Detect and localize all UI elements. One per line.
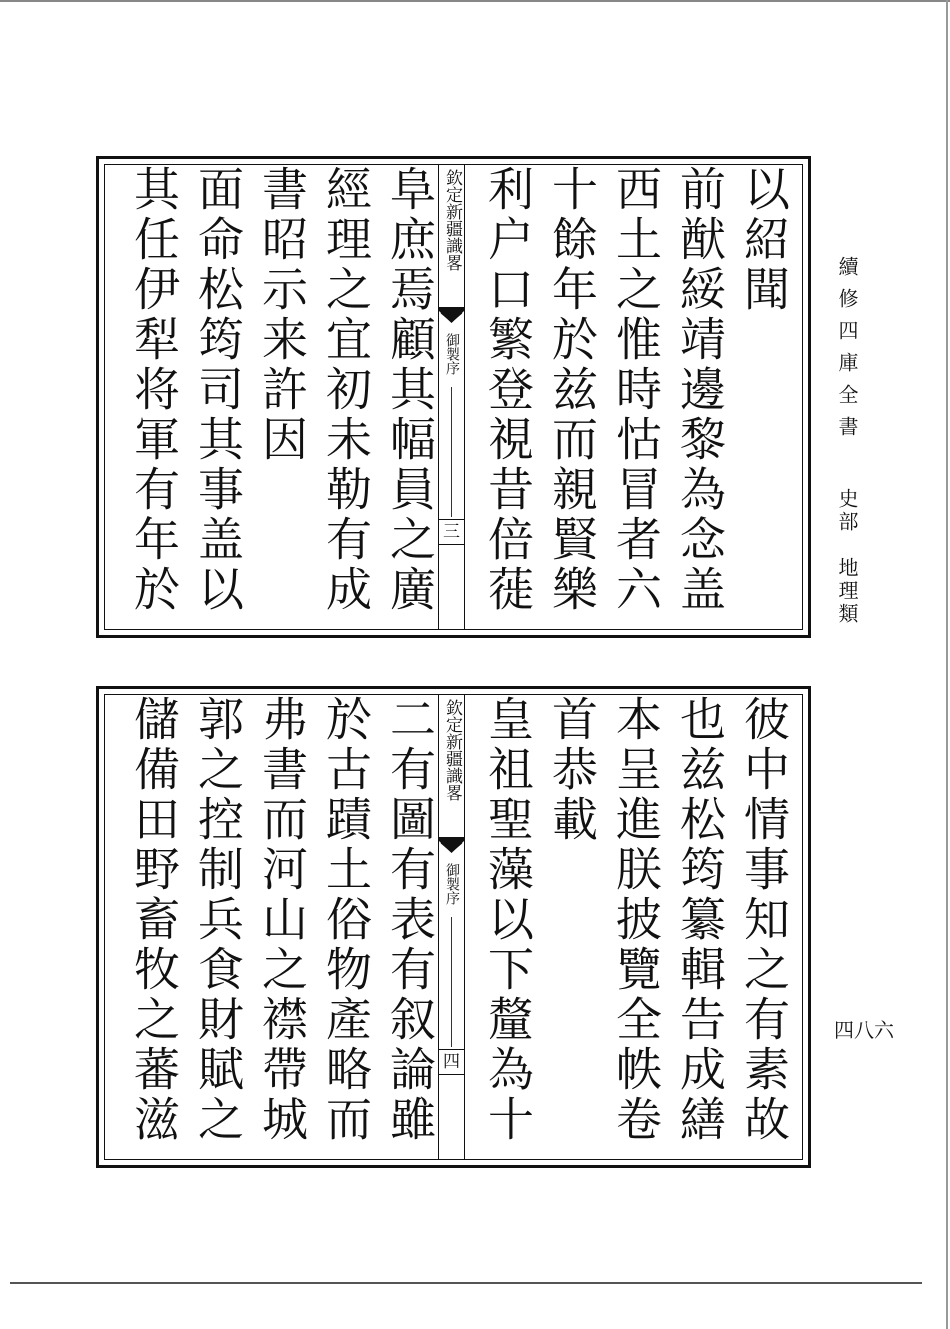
fold-page-number: 四 (439, 1049, 464, 1075)
text-column: 二有圖有表有叙論雖 (383, 695, 437, 1145)
top-page-spread (96, 156, 811, 638)
text-column: 西土之惟時怙冒者六 (609, 165, 663, 615)
text-column: 郭之控制兵食財賦之 (191, 695, 245, 1145)
fold-divider-line (451, 917, 452, 1047)
fold-page-number: 三 (439, 519, 464, 545)
fish-tail-icon (439, 837, 464, 855)
series-title: 續修四庫全書 (835, 256, 859, 448)
text-column: 儲備田野畜牧之蕃滋 (127, 695, 181, 1145)
top-right-half (463, 165, 802, 629)
text-column: 阜庶焉顧其幅員之廣 (383, 165, 437, 615)
text-column: 面命松筠司其事盖以 (191, 165, 245, 615)
page-bottom-rule (10, 1282, 922, 1284)
bottom-page-spread (96, 686, 811, 1168)
text-column: 前猷綏靖邊黎為念盖 (673, 165, 727, 615)
text-column: 書昭示来許因 (255, 165, 309, 465)
text-column: 十餘年於兹而親賢樂 (545, 165, 599, 615)
text-column: 弗書而河山之襟帶城 (255, 695, 309, 1145)
text-column: 經理之宜初未勒有成 (319, 165, 373, 615)
fold-divider-line (451, 387, 452, 517)
text-column: 以紹聞 (737, 165, 791, 315)
text-column: 皇祖聖藻以下釐為十 (481, 695, 535, 1145)
text-column: 本呈進朕披覽全帙卷 (609, 695, 663, 1145)
text-column: 也兹松筠纂輯告成繕 (673, 695, 727, 1145)
page-number: 四八六 (834, 1018, 894, 1042)
text-column: 於古蹟土俗物產略而 (319, 695, 373, 1145)
top-center-fold (438, 165, 465, 629)
fold-section-label: 御製序 (444, 863, 460, 905)
fold-book-title: 欽定新疆識畧 (442, 699, 462, 801)
fold-book-title: 欽定新疆識畧 (442, 169, 462, 271)
text-column: 首恭載 (545, 695, 599, 845)
text-column: 利户口繁登視昔倍蓰 (481, 165, 535, 615)
top-left-half (105, 165, 442, 629)
bottom-right-half (463, 695, 802, 1159)
section-subcategory: 地理類 (835, 557, 859, 626)
bottom-left-half (105, 695, 442, 1159)
page-right-edge (946, 0, 948, 1329)
fish-tail-icon (439, 307, 464, 325)
bottom-spread-inner-frame (104, 694, 803, 1160)
section-category: 史部 (835, 488, 859, 534)
top-spread-inner-frame (104, 164, 803, 630)
fold-section-label: 御製序 (444, 333, 460, 375)
text-column: 彼中情事知之有素故 (737, 695, 791, 1145)
page-top-edge (0, 0, 950, 2)
section-caption (834, 488, 860, 626)
text-column: 其任伊犁将軍有年於 (127, 165, 181, 615)
bottom-center-fold (438, 695, 465, 1159)
